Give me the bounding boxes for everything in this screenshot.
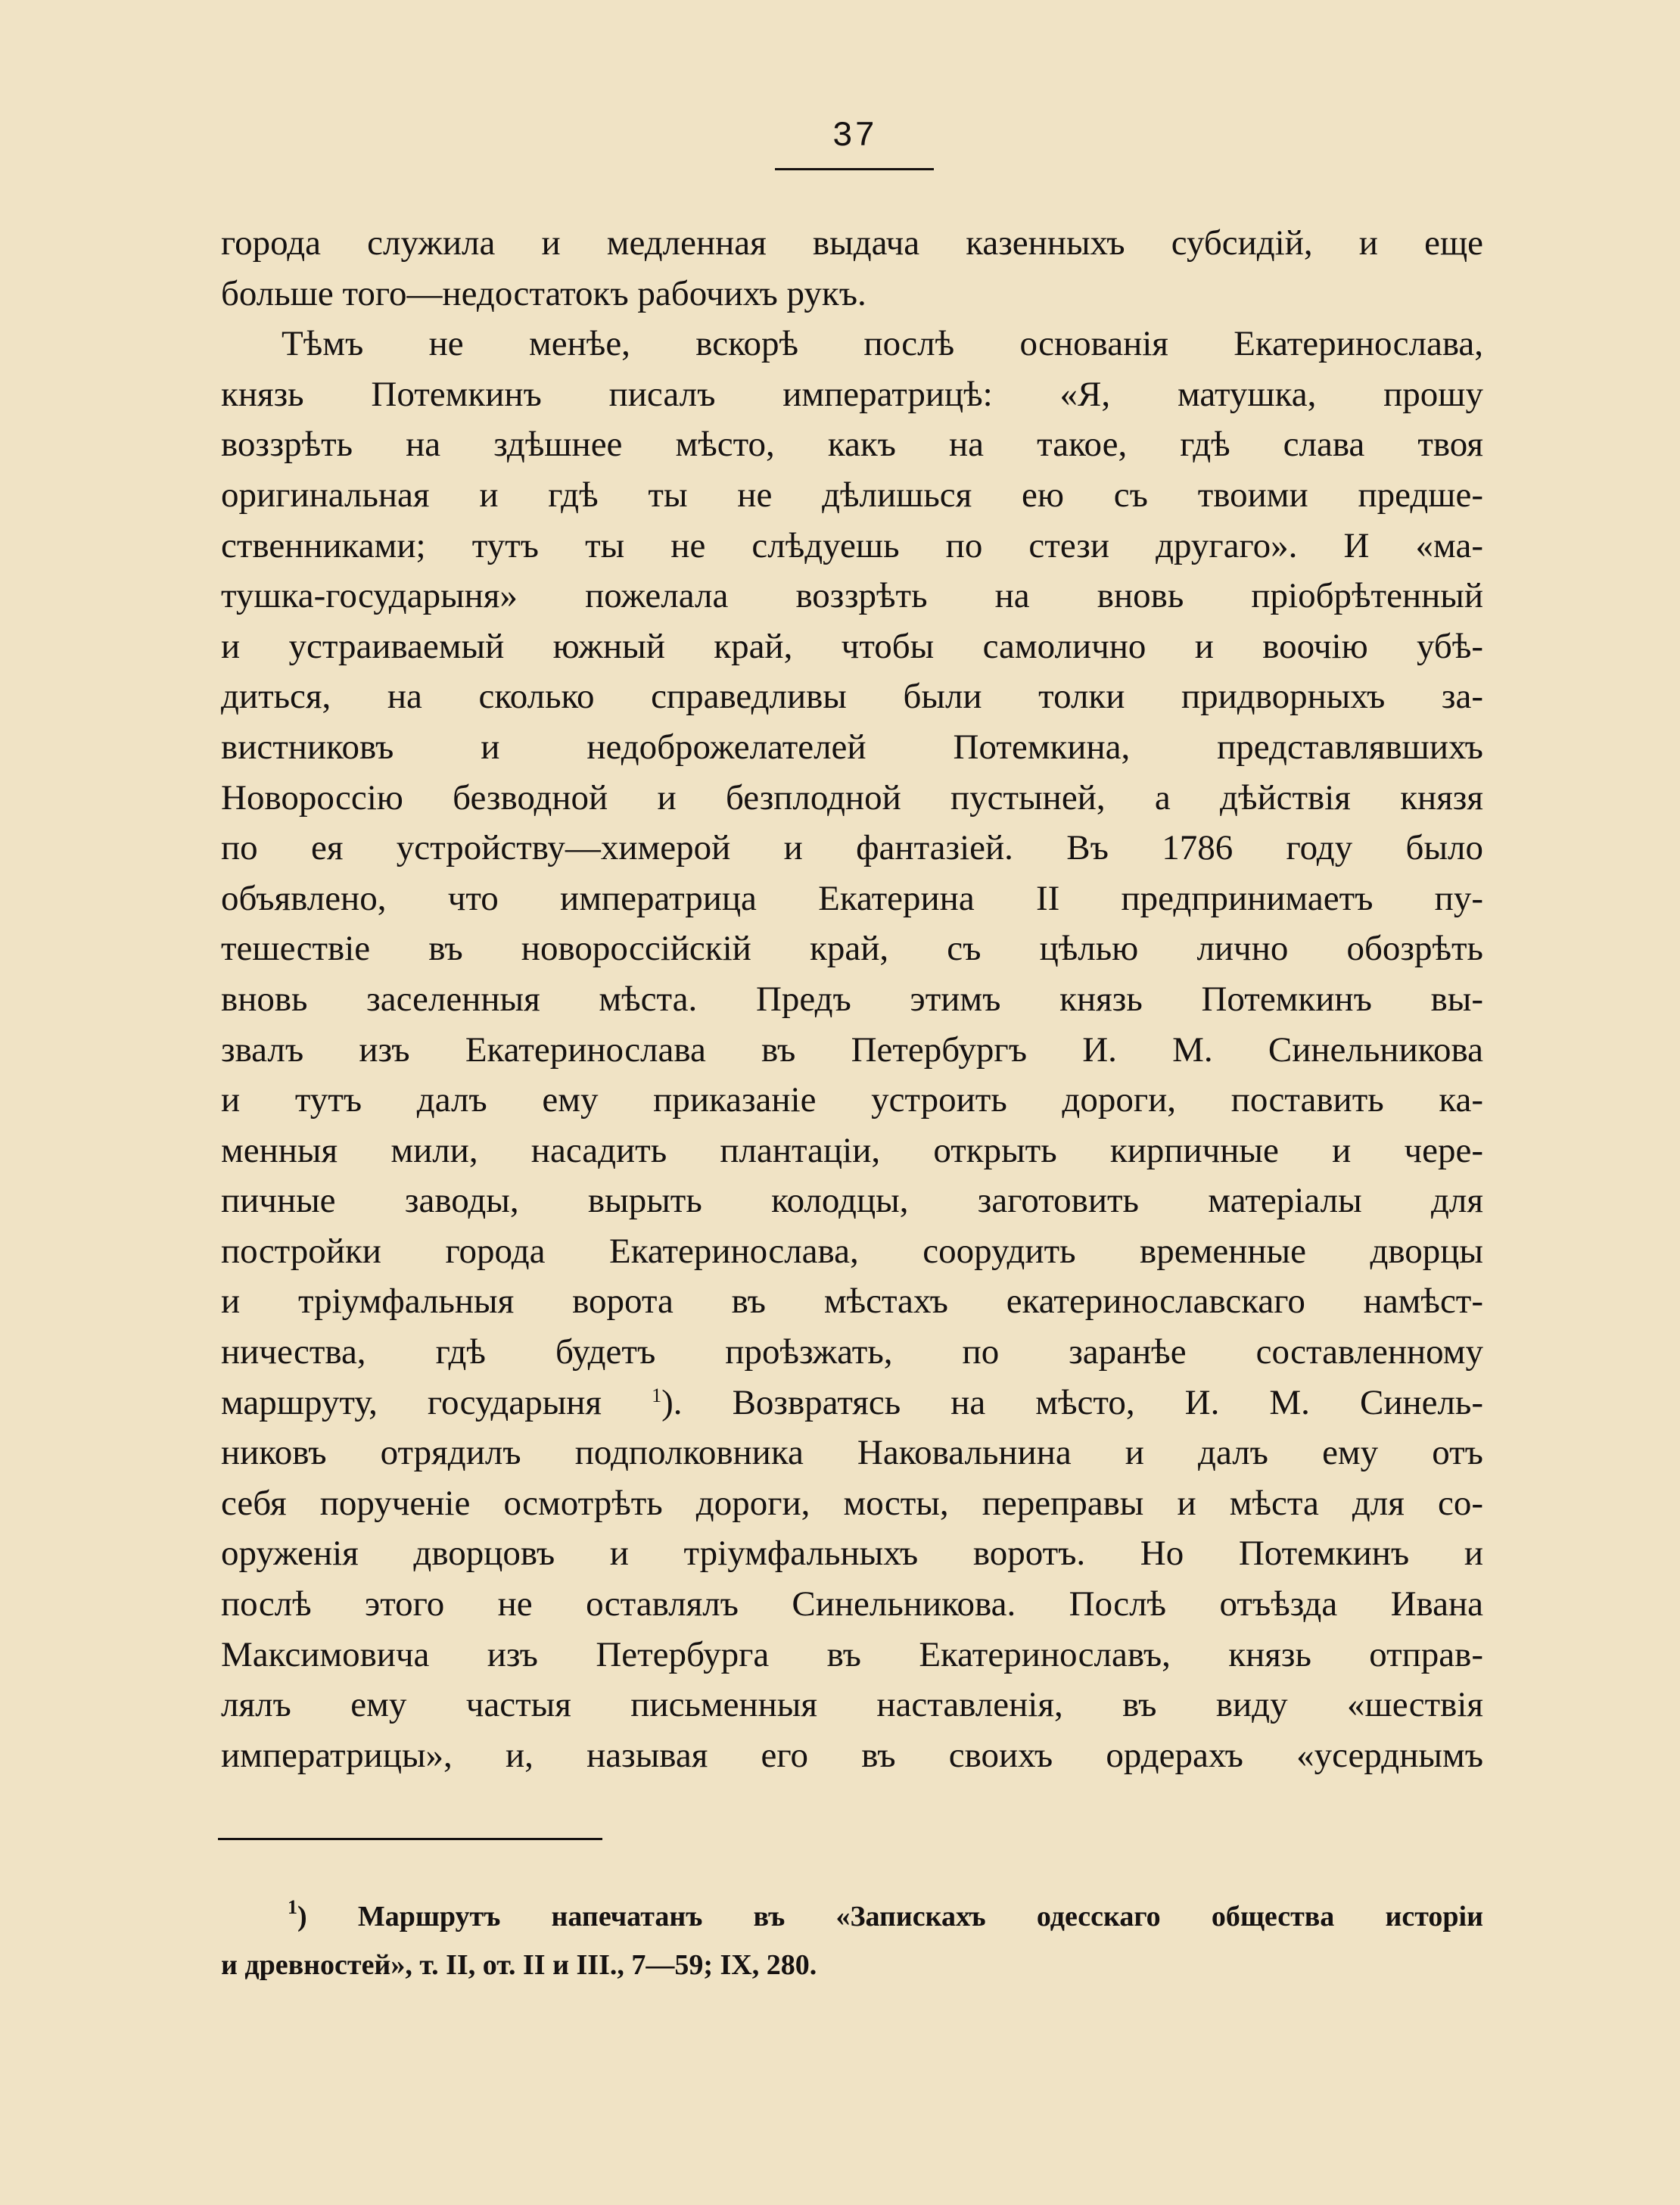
page-number: 37 — [832, 117, 877, 156]
text-line: вновь заселенныя мѣста. Предъ этимъ князь Потемкинъ вы- — [221, 979, 1483, 1019]
text-fragment: ). Возвратясь на мѣсто, И. М. Синель- — [661, 1382, 1483, 1422]
text-line: Новороссію безводной и безплодной пустыней, а дѣйствія князя — [221, 777, 1483, 818]
text-line: тушка-государыня» пожелала воззрѣть на вновь пріобрѣтенный — [221, 576, 1483, 616]
footnote-marker: 1 — [288, 1896, 297, 1918]
text-line: ственниками; тутъ ты не слѣдуешь по стези другаго». И «ма- — [221, 525, 1483, 565]
text-line: пичные заводы, вырыть колодцы, заготовить матеріалы для — [221, 1181, 1483, 1221]
text-line: ничества, гдѣ будетъ проѣзжать, по заранѣе составленному — [221, 1332, 1483, 1372]
text-line: послѣ этого не оставлялъ Синельникова. Послѣ отъѣзда Ивана — [221, 1584, 1483, 1624]
footnote-reference: 1 — [652, 1384, 662, 1406]
text-line: оригинальная и гдѣ ты не дѣлишься ею съ твоими предше- — [221, 475, 1483, 515]
text-line-with-footnote-ref — [221, 1378, 1483, 1428]
text-line: императрицы», и, называя его въ своихъ ордерахъ «усерднымъ — [221, 1735, 1483, 1775]
footnote-line: и древностей», т. II, от. II и III., 7—59; IX, 280. — [221, 1949, 817, 1981]
page-number-rule — [775, 168, 934, 170]
text-line: тешествіе въ новороссійскій край, съ цѣлью лично обозрѣть — [221, 929, 1483, 969]
text-line: лялъ ему частыя письменныя наставленія, въ виду «шествія — [221, 1685, 1483, 1725]
text-line: менныя мили, насадить плантаціи, открыть кирпичные и чере- — [221, 1130, 1483, 1170]
text-fragment: маршруту, государыня — [221, 1382, 602, 1422]
footnote-line — [221, 1892, 1483, 1941]
text-line: князь Потемкинъ писалъ императрицѣ: «Я, матушка, прошу — [221, 374, 1483, 414]
text-line: Тѣмъ не менѣе, вскорѣ послѣ основанія Екатеринослава, — [282, 324, 1483, 364]
text-line: никовъ отрядилъ подполковника Наковальнина и далъ ему отъ — [221, 1433, 1483, 1473]
text-line: Максимовича изъ Петербурга въ Екатеринославъ, князь отправ- — [221, 1634, 1483, 1674]
text-line: и тріумфальныя ворота въ мѣстахъ екатеринославскаго намѣст- — [221, 1282, 1483, 1322]
text-line: диться, на сколько справедливы были толки придворныхъ за- — [221, 677, 1483, 717]
text-line: постройки города Екатеринослава, соорудить временные дворцы — [221, 1231, 1483, 1271]
text-line: воззрѣть на здѣшнее мѣсто, какъ на такое, гдѣ слава твоя — [221, 425, 1483, 465]
text-line: по ея устройству—химерой и фантазіей. Въ 1786 году было — [221, 828, 1483, 868]
footnote-separator — [218, 1838, 602, 1840]
body-text — [221, 218, 1483, 1780]
text-line: города служила и медленная выдача казенныхъ субсидій, и еще — [221, 223, 1483, 263]
text-line: оруженія дворцовъ и тріумфальныхъ воротъ. Но Потемкинъ и — [221, 1534, 1483, 1574]
footnote-text: ) Маршрутъ напечатанъ въ «Запискахъ одесскаго общества исторіи — [297, 1901, 1483, 1932]
text-line: звалъ изъ Екатеринослава въ Петербургъ И. М. Синельникова — [221, 1029, 1483, 1070]
text-line: вистниковъ и недоброжелателей Потемкина, представлявшихъ — [221, 727, 1483, 767]
text-line: объявлено, что императрица Екатерина II предпринимаетъ пу- — [221, 878, 1483, 918]
footnote — [221, 1892, 1483, 1989]
text-line: себя порученіе осмотрѣть дороги, мосты, переправы и мѣста для со- — [221, 1483, 1483, 1523]
text-line: и устраиваемый южный край, чтобы самолично и воочію убѣ- — [221, 626, 1483, 666]
text-line: и тутъ далъ ему приказаніе устроить дороги, поставить ка- — [221, 1080, 1483, 1120]
text-line: больше того—недостатокъ рабочихъ рукъ. — [221, 273, 866, 313]
